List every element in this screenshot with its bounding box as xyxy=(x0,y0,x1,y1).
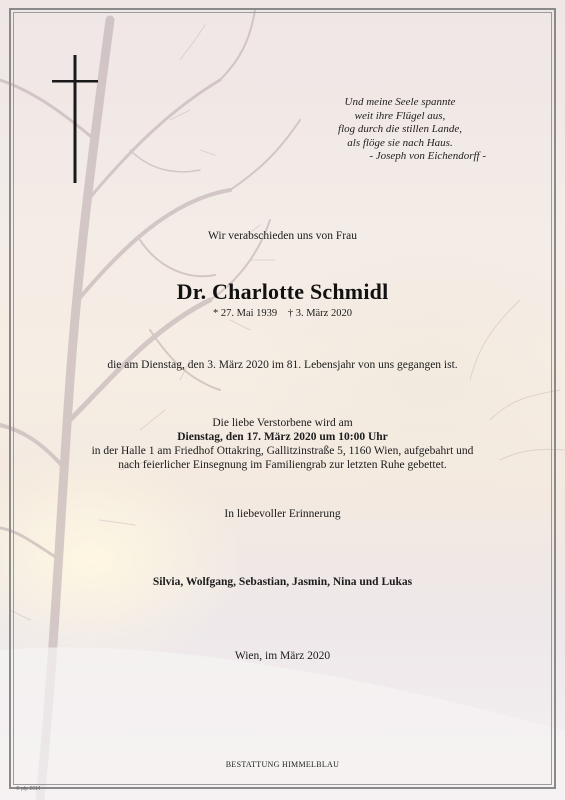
quote-line-1: Und meine Seele spannte xyxy=(344,96,456,108)
funeral-line-4: nach feierlicher Einsegnung im Familiengrab zur letzten Ruhe gebettet. xyxy=(118,459,447,471)
copyright-note: © pfp 2014 xyxy=(16,786,41,792)
place-and-date: Wien, im März 2020 xyxy=(234,650,331,662)
mourners-names: Silvia, Wolfgang, Sebastian, Jasmin, Nina und Lukas xyxy=(152,576,413,588)
remembrance-text: In liebevoller Erinnerung xyxy=(224,508,341,520)
deceased-name: Dr. Charlotte Schmidl xyxy=(176,279,389,304)
funeral-date: Dienstag, den 17. März 2020 um 10:00 Uhr xyxy=(177,431,388,443)
intro-text: Wir verabschieden uns von Frau xyxy=(208,230,357,242)
poem-quote xyxy=(300,96,500,164)
birth-date: * 27. Mai 1939 xyxy=(213,308,278,319)
funeral-line-1: Die liebe Verstorbene wird am xyxy=(212,417,353,429)
quote-line-4: als flöge sie nach Haus. xyxy=(347,136,453,149)
cross-icon xyxy=(52,55,98,183)
quote-author: - Joseph von Eichendorff - xyxy=(369,150,486,162)
funeral-line-3: in der Halle 1 am Friedhof Ottakring, Gallitzinstraße 5, 1160 Wien, aufgebahrt und xyxy=(91,445,474,457)
quote-line-2: weit ihre Flügel aus, xyxy=(354,109,446,122)
death-date: † 3. März 2020 xyxy=(287,308,352,319)
death-notice: die am Dienstag, den 3. März 2020 im 81. Lebensjahr von uns gegangen ist. xyxy=(107,359,458,371)
life-dates xyxy=(0,308,565,319)
undertaker-name: BESTATTUNG HIMMELBLAU xyxy=(225,760,340,769)
quote-line-3: flog durch die stillen Lande, xyxy=(338,123,462,135)
